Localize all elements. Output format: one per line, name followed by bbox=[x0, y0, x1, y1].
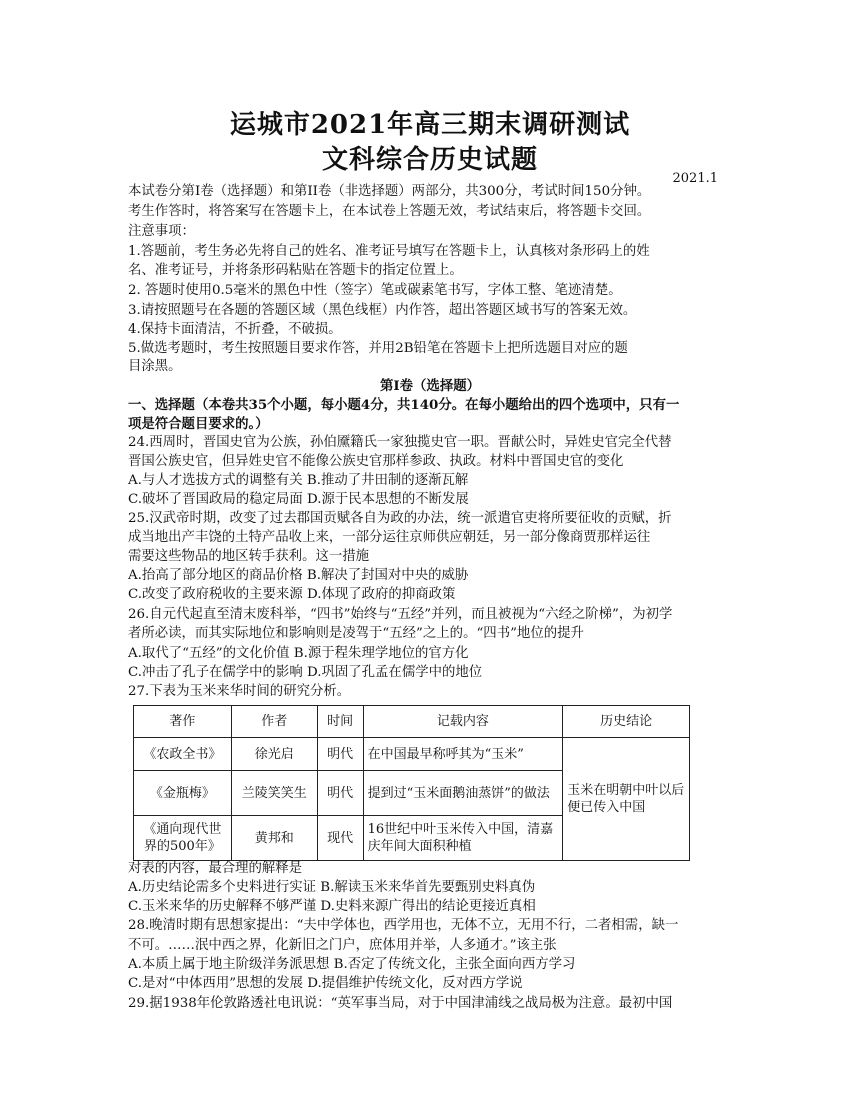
question-line: 25.汉武帝时期，改变了过去郡国贡赋各自为政的办法，统一派遣官吏将所要征收的贡赋，折 bbox=[128, 511, 672, 526]
exam-date: 2021.1 bbox=[672, 171, 718, 186]
table-cell-content: 提到过“玉米面鹅油蒸饼”的做法 bbox=[363, 771, 563, 816]
section-heading: 第I卷（选择题） bbox=[380, 378, 480, 394]
intro-line: 本试卷分第I卷（选择题）和第II卷（非选择题）两部分，共300分，考试时间150分钟。 bbox=[128, 184, 651, 199]
table-cell-work: 《通向现代世界的500年》 bbox=[134, 816, 232, 861]
question-line: 29.据1938年伦敦路透社电讯说：“英军事当局，对于中国津浦线之战局极为注意。最初中国 bbox=[128, 996, 673, 1011]
intro-line: 2. 答题时使用0.5毫米的黑色中性（签字）笔或碳素笔书写，字体工整、笔迹清楚。 bbox=[128, 283, 622, 298]
table-cell-author: 兰陵笑笑生 bbox=[231, 771, 317, 816]
question-line: A.历史结论需多个史料进行实证 B.解读玉米来华首先要甄别史料真伪 bbox=[128, 880, 536, 895]
question-line: A.抬高了部分地区的商品价格 B.解决了封国对中央的威胁 bbox=[128, 568, 469, 583]
table-header-conclusion: 历史结论 bbox=[563, 706, 690, 738]
question-line: 者所必读，而其实际地位和影响则是凌驾于“五经”之上的。“四书”地位的提升 bbox=[128, 626, 584, 641]
table-cell-time: 现代 bbox=[317, 816, 363, 861]
exam-subtitle: 文科综合历史试题 bbox=[321, 145, 538, 175]
table-cell-conclusion: 玉米在明朝中叶以后便已传入中国 bbox=[563, 738, 690, 861]
question-line: 晋国公族史官，但异姓史官不能像公族史官那样参政、执政。材料中晋国史官的变化 bbox=[128, 454, 624, 469]
table-cell-author: 徐光启 bbox=[231, 738, 317, 771]
table-row bbox=[134, 738, 690, 771]
table-cell-time: 明代 bbox=[317, 771, 363, 816]
intro-line: 目涂黑。 bbox=[128, 359, 182, 374]
exam-title: 运城市2021年高三期末调研测试 bbox=[229, 110, 631, 140]
question-line: A.取代了“五经”的文化价值 B.源于程朱理学地位的官方化 bbox=[128, 646, 469, 661]
table-cell-work: 《金瓶梅》 bbox=[134, 771, 232, 816]
table-cell-content: 16世纪中叶玉米传入中国，清嘉庆年间大面积种植 bbox=[363, 816, 563, 861]
question-line: 对表的内容，最合理的解释是 bbox=[128, 861, 303, 876]
question-line: A.与人才选拔方式的调整有关 B.推动了井田制的逐渐瓦解 bbox=[128, 473, 469, 488]
question-line: A.本质上属于地主阶级洋务派思想 B.否定了传统文化，主张全面向西方学习 bbox=[128, 957, 576, 972]
intro-line: 3.请按照题号在各题的答题区域（黑色线框）内作答，超出答题区域书写的答案无效。 bbox=[128, 303, 637, 318]
corn-history-table bbox=[133, 705, 690, 861]
question-line: 26.自元代起直至清末废科举，“四书”始终与“五经”并列，而且被视为“六经之阶梯”，为初学 bbox=[128, 607, 673, 622]
table-cell-time: 明代 bbox=[317, 738, 363, 771]
table-cell-content: 在中国最早称呼其为“玉米” bbox=[363, 738, 563, 771]
question-line: 24.西周时，晋国史官为公族，孙伯黡籍氏一家独揽史官一职。晋献公时，异姓史官完全代替 bbox=[128, 435, 672, 450]
table-cell-author: 黄邦和 bbox=[231, 816, 317, 861]
table-cell-work: 《农政全书》 bbox=[134, 738, 232, 771]
question-line: C.改变了政府税收的主要来源 D.体现了政府的抑商政策 bbox=[128, 587, 456, 602]
question-line: 需要这些物品的地区转手获利。这一措施 bbox=[128, 549, 370, 564]
section-instruction: 一、选择题（本卷共35个小题，每小题4分，共140分。在每小题给出的四个选项中，只有一 bbox=[128, 397, 680, 413]
intro-line: 1.答题前，考生务必先将自己的姓名、准考证号填写在答题卡上，认真核对条形码上的姓 bbox=[128, 244, 650, 259]
section-instruction: 项是符合题目要求的。） bbox=[128, 416, 269, 432]
table-header-content: 记载内容 bbox=[363, 706, 563, 738]
question-line: 27.下表为玉米来华时间的研究分析。 bbox=[128, 684, 351, 699]
question-line: C.玉米来华的历史解释不够严谨 D.史料来源广得出的结论更接近真相 bbox=[128, 899, 536, 914]
intro-line: 考生作答时，将答案写在答题卡上，在本试卷上答题无效，考试结束后，将答题卡交回。 bbox=[128, 204, 651, 219]
question-line: 不可。……泯中西之界，化新旧之门户，庶体用并举，人多通才。”该主张 bbox=[128, 938, 557, 953]
intro-line: 注意事项： bbox=[128, 224, 195, 239]
intro-line: 名、准考证号，并将条形码粘贴在答题卡的指定位置上。 bbox=[128, 263, 463, 278]
intro-line: 4.保持卡面清洁，不折叠，不破损。 bbox=[128, 322, 342, 337]
table-header-time: 时间 bbox=[317, 706, 363, 738]
question-line: C.破坏了晋国政局的稳定局面 D.源于民本思想的不断发展 bbox=[128, 492, 469, 507]
table-header-author: 作者 bbox=[231, 706, 317, 738]
question-line: C.冲击了孔子在儒学中的影响 D.巩固了孔孟在儒学中的地位 bbox=[128, 665, 483, 680]
intro-line: 5.做选考题时，考生按照题目要求作答，并用2B铅笔在答题卡上把所选题目对应的题 bbox=[128, 341, 628, 356]
question-line: 成当地出产丰饶的土特产品收上来，一部分运往京师供应朝廷，另一部分像商贾那样运往 bbox=[128, 530, 651, 545]
question-line: C.是对“中体西用”思想的发展 D.提倡维护传统文化，反对西方学说 bbox=[128, 976, 523, 991]
table-header-work: 著作 bbox=[134, 706, 232, 738]
question-line: 28.晚清时期有思想家提出：“夫中学体也，西学用也，无体不立，无用不行，二者相需，缺一 bbox=[128, 918, 679, 933]
